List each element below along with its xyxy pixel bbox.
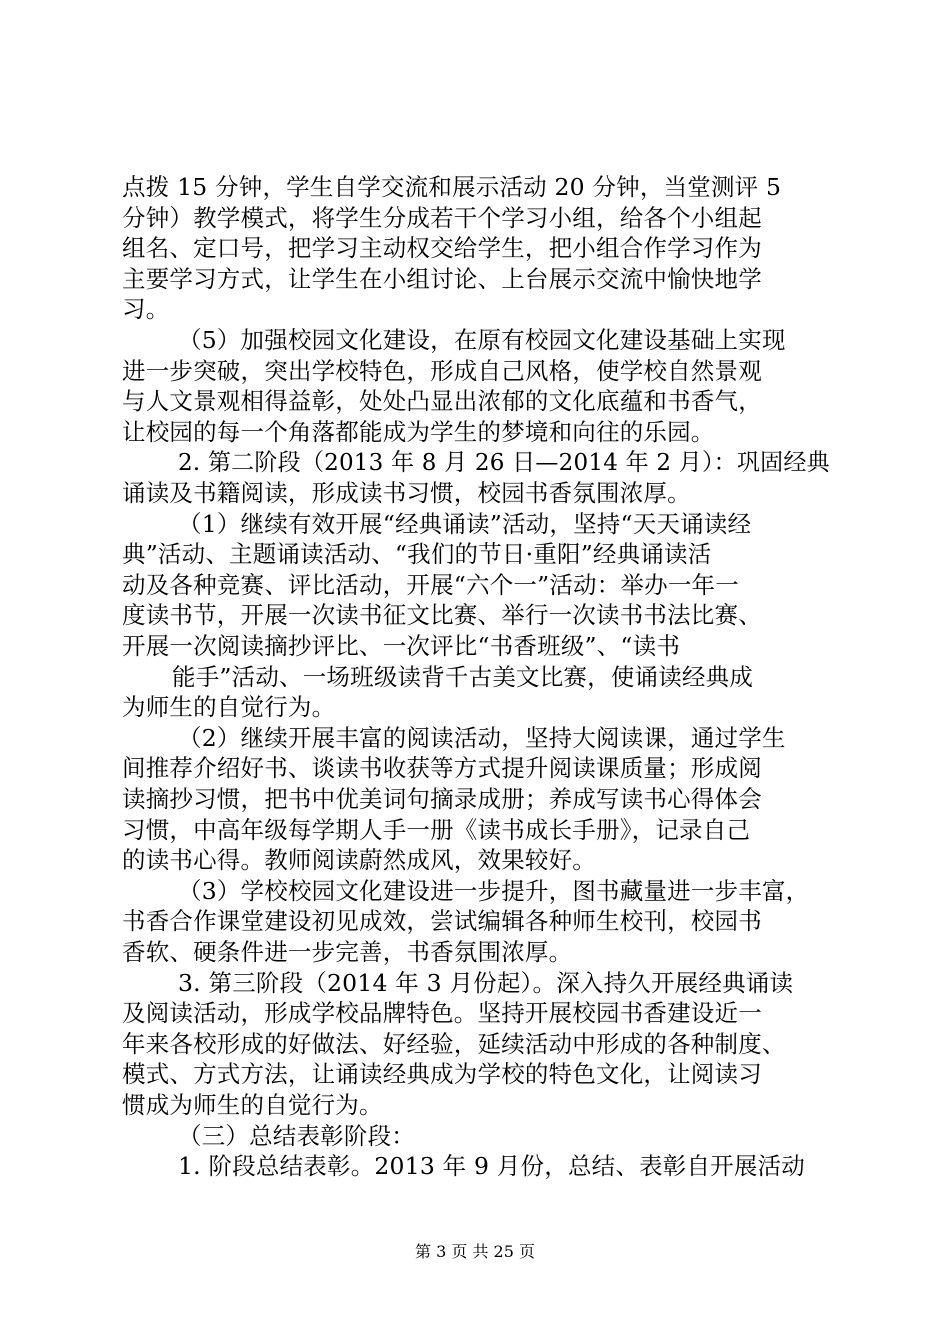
text-line: 读摘抄习惯，把书中优美词句摘录成册；养成写读书心得体会	[122, 785, 762, 813]
text-line: 2. 第二阶段（2013 年 8 月 26 日—2014 年 2 月）：巩固经典	[178, 448, 830, 477]
text-line: 度读书节，开展一次读书征文比赛、举行一次读书书法比赛、	[122, 601, 762, 630]
text-line: 香软、硬条件进一步完善，书香氛围浓厚。	[122, 938, 573, 966]
text-line: （2）继续开展丰富的阅读活动，坚持大阅读课，通过学生	[178, 723, 786, 752]
text-line: 开展一次阅读摘抄评比、一次评比“书香班级”、“读书	[122, 632, 681, 660]
text-line: 模式、方式方法，让诵读经典成为学校的特色文化，让阅读习	[122, 1060, 762, 1089]
text-line: 与人文景观相得益彰，处处凸显出浓郁的文化底蕴和书香气，	[122, 387, 762, 416]
text-line: 分钟）教学模式，将学生分成若干个学习小组，给各个小组起	[122, 203, 762, 232]
text-line: 书香合作课堂建设初见成效，尝试编辑各种师生校刊，校园书	[122, 907, 762, 936]
text-line: 的读书心得。教师阅读蔚然成风，效果较好。	[122, 846, 596, 875]
text-line: 进一步突破，突出学校特色，形成自己风格，使学校自然景观	[122, 356, 762, 385]
text-line: （5）加强校园文化建设，在原有校园文化建设基础上实现	[178, 326, 786, 354]
text-line: 典”活动、主题诵读活动、“我们的节日·重阳”经典诵读活	[122, 540, 712, 569]
text-line: 为师生的自觉行为。	[122, 693, 336, 722]
text-line: 3. 第三阶段（2014 年 3 月份起）。深入持久开展经典诵读	[178, 968, 794, 997]
text-line: 动及各种竞赛、评比活动，开展“六个一”活动：举办一年一	[122, 570, 739, 599]
text-line: 点拨 15 分钟，学生自学交流和展示活动 20 分钟，当堂测评 5	[122, 173, 782, 201]
text-line: （1）继续有效开展“经典诵读”活动，坚持“天天诵读经	[178, 509, 752, 538]
text-line: 年来各校形成的好做法、好经验，延续活动中形成的各种制度、	[122, 1029, 786, 1058]
page-number: 第 3 页 共 25 页	[415, 1242, 535, 1261]
text-line: 习。	[122, 295, 170, 324]
section-heading: （三）总结表彰阶段：	[178, 1121, 415, 1150]
text-line: 惯成为师生的自觉行为。	[122, 1091, 383, 1119]
text-line: 主要学习方式，让学生在小组讨论、上台展示交流中愉快地学	[122, 264, 762, 293]
text-line: 习惯，中高年级每学期人手一册《读书成长手册》，记录自己	[122, 815, 751, 844]
text-line: 间推荐介绍好书、谈读书收获等方式提升阅读课质量；形成阅	[122, 754, 762, 783]
text-line: 能手”活动、一场班级读背千古美文比赛，使诵读经典成	[172, 662, 754, 691]
text-line: 及阅读活动，形成学校品牌特色。坚持开展校园书香建设近一	[122, 999, 762, 1028]
text-line: 1. 阶段总结表彰。2013 年 9 月份，总结、表彰自开展活动	[178, 1152, 805, 1181]
text-line: （3）学校校园文化建设进一步提升，图书藏量进一步丰富，	[178, 876, 810, 905]
text-line: 组名、定口号，把学习主动权交给学生，把小组合作学习作为	[122, 234, 762, 263]
text-line: 诵读及书籍阅读，形成读书习惯，校园书香氛围浓厚。	[122, 479, 691, 507]
text-line: 让校园的每一个角落都能成为学生的梦境和向往的乐园。	[122, 417, 715, 446]
